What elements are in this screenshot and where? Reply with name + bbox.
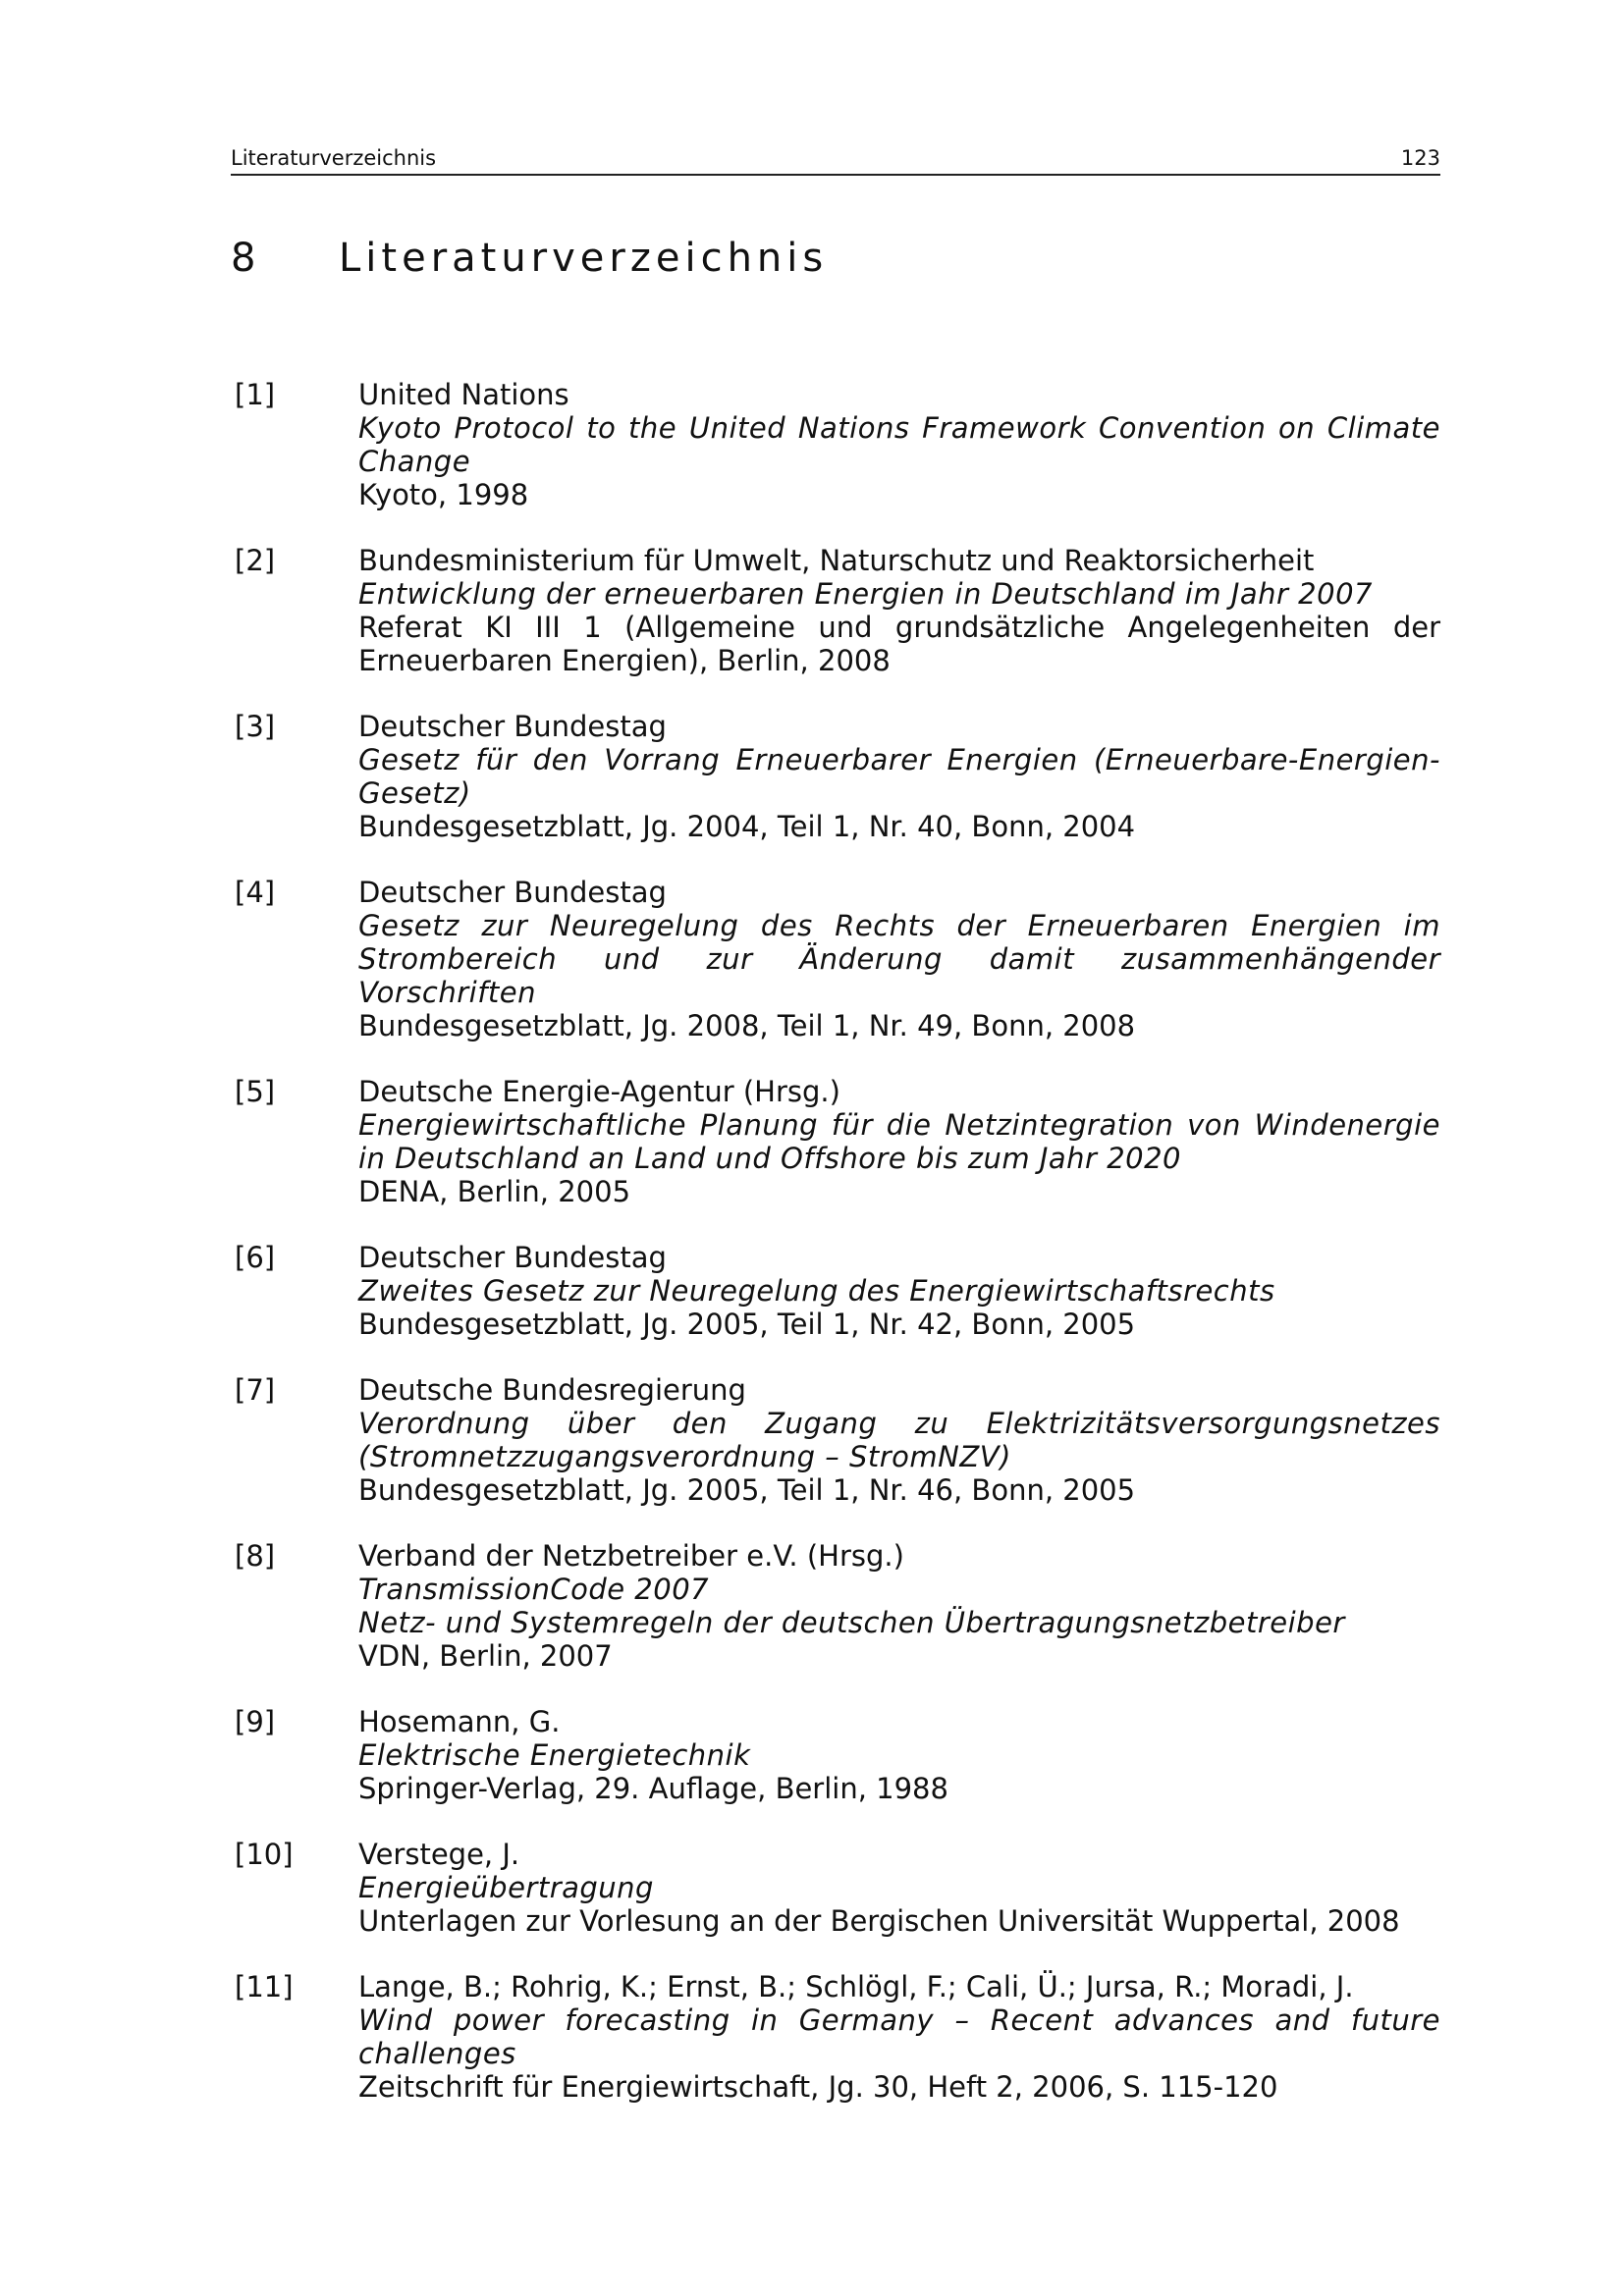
reference-details: Bundesgesetzblatt, Jg. 2008, Teil 1, Nr. 49, Bonn, 2008 — [358, 1009, 1136, 1042]
reference-details: Bundesgesetzblatt, Jg. 2005, Teil 1, Nr. 42, Bonn, 2005 — [358, 1308, 1136, 1341]
reference-list — [231, 378, 1440, 2136]
reference-number: [3] — [235, 710, 276, 743]
reference-number: [8] — [235, 1539, 276, 1573]
reference-number: [7] — [235, 1373, 276, 1407]
reference-item — [231, 1241, 1440, 1341]
reference-title: Gesetz für den Vorrang Erneuerbarer Energien (Erneuerbare-Energien-Gesetz) — [358, 743, 1440, 810]
reference-item — [231, 1838, 1440, 1938]
reference-item — [231, 1539, 1440, 1673]
reference-number: [9] — [235, 1705, 276, 1738]
reference-author: Deutscher Bundestag — [358, 710, 667, 743]
reference-details: VDN, Berlin, 2007 — [358, 1639, 613, 1673]
reference-number: [5] — [235, 1075, 276, 1108]
reference-author: Hosemann, G. — [358, 1705, 561, 1738]
reference-title: Energieübertragung — [358, 1871, 654, 1904]
reference-item — [231, 1075, 1440, 1208]
reference-details: Bundesgesetzblatt, Jg. 2004, Teil 1, Nr. 40, Bonn, 2004 — [358, 810, 1136, 843]
reference-author: Verstege, J. — [358, 1838, 520, 1871]
reference-details: Zeitschrift für Energiewirtschaft, Jg. 30, Heft 2, 2006, S. 115-120 — [358, 2070, 1278, 2104]
reference-item — [231, 1705, 1440, 1805]
chapter-heading — [231, 236, 828, 281]
reference-title: Gesetz zur Neuregelung des Rechts der Erneuerbaren Energien im Strombereich und zur Änderung damit zusammenhängender Vorschriften — [358, 909, 1440, 1009]
reference-title: TransmissionCode 2007 — [358, 1573, 710, 1606]
reference-item — [231, 710, 1440, 843]
reference-author: Lange, B.; Rohrig, K.; Ernst, B.; Schlögl, F.; Cali, Ü.; Jursa, R.; Moradi, J. — [358, 1970, 1354, 2003]
chapter-number: 8 — [231, 236, 261, 281]
reference-author: United Nations — [358, 378, 569, 411]
reference-title: Wind power forecasting in Germany – Recent advances and future challenges — [358, 2003, 1440, 2070]
reference-details: Kyoto, 1998 — [358, 478, 529, 511]
reference-title: Verordnung über den Zugang zu Elektrizitätsversorgungsnetzes (Stromnetzzugangsverordnung – StromNZV) — [358, 1407, 1440, 1473]
reference-item — [231, 876, 1440, 1042]
reference-author: Deutscher Bundestag — [358, 876, 667, 909]
page-number: 123 — [1400, 146, 1440, 170]
reference-item — [231, 1970, 1440, 2104]
reference-details: DENA, Berlin, 2005 — [358, 1175, 631, 1208]
reference-number: [11] — [235, 1970, 294, 2003]
reference-author: Verband der Netzbetreiber e.V. (Hrsg.) — [358, 1539, 904, 1573]
reference-number: [6] — [235, 1241, 276, 1274]
reference-details: Bundesgesetzblatt, Jg. 2005, Teil 1, Nr. 46, Bonn, 2005 — [358, 1473, 1136, 1507]
reference-title: Entwicklung der erneuerbaren Energien in Deutschland im Jahr 2007 — [358, 577, 1373, 611]
reference-title: Elektrische Energietechnik — [358, 1738, 751, 1772]
reference-author: Deutsche Bundesregierung — [358, 1373, 746, 1407]
reference-author: Deutsche Energie-Agentur (Hrsg.) — [358, 1075, 840, 1108]
reference-item — [231, 544, 1440, 677]
reference-title: Energiewirtschaftliche Planung für die Netzintegration von Windenergie in Deutschland an Land und Offshore bis zum Jahr 2020 — [358, 1108, 1440, 1175]
running-header — [231, 144, 1440, 176]
reference-details: Unterlagen zur Vorlesung an der Bergischen Universität Wuppertal, 2008 — [358, 1904, 1400, 1938]
reference-title: Kyoto Protocol to the United Nations Framework Convention on Climate Change — [358, 411, 1440, 478]
reference-details: Referat KI III 1 (Allgemeine und grundsätzliche Angelegenheiten der Erneuerbaren Energien), Berlin, 2008 — [358, 611, 1440, 677]
reference-number: [2] — [235, 544, 276, 577]
reference-details: Springer-Verlag, 29. Auflage, Berlin, 1988 — [358, 1772, 948, 1805]
reference-title: Zweites Gesetz zur Neuregelung des Energiewirtschaftsrechts — [358, 1274, 1275, 1308]
header-title: Literaturverzeichnis — [231, 146, 437, 170]
reference-subtitle: Netz- und Systemregeln der deutschen Übertragungsnetzbetreiber — [358, 1606, 1345, 1639]
reference-number: [4] — [235, 876, 276, 909]
reference-author: Bundesministerium für Umwelt, Naturschutz und Reaktorsicherheit — [358, 544, 1315, 577]
reference-author: Deutscher Bundestag — [358, 1241, 667, 1274]
reference-item — [231, 1373, 1440, 1507]
reference-number: [1] — [235, 378, 276, 411]
reference-item — [231, 378, 1440, 511]
chapter-title: Literaturverzeichnis — [339, 236, 829, 281]
reference-number: [10] — [235, 1838, 294, 1871]
